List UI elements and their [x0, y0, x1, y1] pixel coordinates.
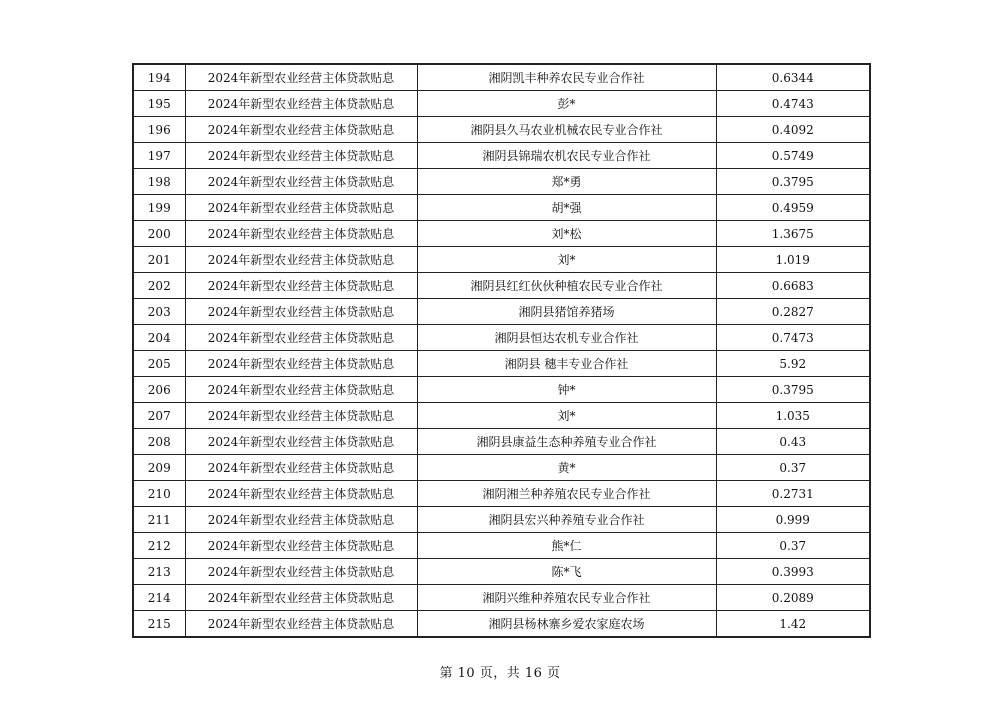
- row-number-cell: 205: [133, 351, 185, 377]
- recipient-cell: 胡*强: [417, 195, 716, 221]
- project-cell: 2024年新型农业经营主体贷款贴息: [185, 143, 417, 169]
- row-number-cell: 197: [133, 143, 185, 169]
- row-number-cell: 195: [133, 91, 185, 117]
- amount-cell: 1.3675: [716, 221, 870, 247]
- table-row: [133, 559, 870, 585]
- project-cell: 2024年新型农业经营主体贷款贴息: [185, 64, 417, 91]
- table-row: [133, 117, 870, 143]
- recipient-cell: 湘阴县恒达农机专业合作社: [417, 325, 716, 351]
- recipient-cell: 刘*松: [417, 221, 716, 247]
- project-cell: 2024年新型农业经营主体贷款贴息: [185, 169, 417, 195]
- project-cell: 2024年新型农业经营主体贷款贴息: [185, 351, 417, 377]
- recipient-cell: 湘阴县宏兴种养殖专业合作社: [417, 507, 716, 533]
- table-row: [133, 533, 870, 559]
- row-number-cell: 211: [133, 507, 185, 533]
- project-cell: 2024年新型农业经营主体贷款贴息: [185, 221, 417, 247]
- amount-cell: 1.019: [716, 247, 870, 273]
- project-cell: 2024年新型农业经营主体贷款贴息: [185, 507, 417, 533]
- recipient-cell: 刘*: [417, 403, 716, 429]
- recipient-cell: 湘阴县 穗丰专业合作社: [417, 351, 716, 377]
- table-row: [133, 377, 870, 403]
- table-row: [133, 455, 870, 481]
- amount-cell: 0.999: [716, 507, 870, 533]
- row-number-cell: 194: [133, 64, 185, 91]
- row-number-cell: 203: [133, 299, 185, 325]
- project-cell: 2024年新型农业经营主体贷款贴息: [185, 585, 417, 611]
- project-cell: 2024年新型农业经营主体贷款贴息: [185, 117, 417, 143]
- amount-cell: 0.3795: [716, 377, 870, 403]
- amount-cell: 0.37: [716, 455, 870, 481]
- project-cell: 2024年新型农业经营主体贷款贴息: [185, 273, 417, 299]
- table-row: [133, 247, 870, 273]
- recipient-cell: 黄*: [417, 455, 716, 481]
- table-row: [133, 325, 870, 351]
- recipient-cell: 熊*仁: [417, 533, 716, 559]
- row-number-cell: 209: [133, 455, 185, 481]
- amount-cell: 0.4743: [716, 91, 870, 117]
- row-number-cell: 206: [133, 377, 185, 403]
- table-row: [133, 169, 870, 195]
- recipient-cell: 钟*: [417, 377, 716, 403]
- table-row: [133, 611, 870, 638]
- amount-cell: 0.6683: [716, 273, 870, 299]
- project-cell: 2024年新型农业经营主体贷款贴息: [185, 91, 417, 117]
- row-number-cell: 202: [133, 273, 185, 299]
- recipient-cell: 彭*: [417, 91, 716, 117]
- amount-cell: 0.43: [716, 429, 870, 455]
- page-footer: 第 10 页，共 16 页: [439, 666, 561, 681]
- table-body: [133, 64, 870, 637]
- amount-cell: 0.4959: [716, 195, 870, 221]
- project-cell: 2024年新型农业经营主体贷款贴息: [185, 377, 417, 403]
- table-row: [133, 64, 870, 91]
- table-row: [133, 481, 870, 507]
- table-row: [133, 507, 870, 533]
- row-number-cell: 213: [133, 559, 185, 585]
- table-row: [133, 585, 870, 611]
- table-row: [133, 351, 870, 377]
- row-number-cell: 212: [133, 533, 185, 559]
- recipient-cell: 湘阴凯丰种养农民专业合作社: [417, 64, 716, 91]
- row-number-cell: 200: [133, 221, 185, 247]
- amount-cell: 0.2827: [716, 299, 870, 325]
- project-cell: 2024年新型农业经营主体贷款贴息: [185, 247, 417, 273]
- project-cell: 2024年新型农业经营主体贷款贴息: [185, 429, 417, 455]
- row-number-cell: 201: [133, 247, 185, 273]
- row-number-cell: 198: [133, 169, 185, 195]
- table-row: [133, 429, 870, 455]
- amount-cell: 0.4092: [716, 117, 870, 143]
- table-row: [133, 403, 870, 429]
- recipient-cell: 湘阴县猪馆养猪场: [417, 299, 716, 325]
- table-row: [133, 299, 870, 325]
- row-number-cell: 215: [133, 611, 185, 638]
- project-cell: 2024年新型农业经营主体贷款贴息: [185, 533, 417, 559]
- row-number-cell: 196: [133, 117, 185, 143]
- project-cell: 2024年新型农业经营主体贷款贴息: [185, 299, 417, 325]
- amount-cell: 0.3795: [716, 169, 870, 195]
- table-row: [133, 91, 870, 117]
- table-row: [133, 195, 870, 221]
- project-cell: 2024年新型农业经营主体贷款贴息: [185, 403, 417, 429]
- row-number-cell: 214: [133, 585, 185, 611]
- table-row: [133, 221, 870, 247]
- table-row: [133, 273, 870, 299]
- recipient-cell: 湘阴县红红伙伙种植农民专业合作社: [417, 273, 716, 299]
- recipient-cell: 湘阴兴维种养殖农民专业合作社: [417, 585, 716, 611]
- project-cell: 2024年新型农业经营主体贷款贴息: [185, 481, 417, 507]
- recipient-cell: 陈*飞: [417, 559, 716, 585]
- subsidy-table: [132, 63, 871, 638]
- row-number-cell: 199: [133, 195, 185, 221]
- amount-cell: 0.37: [716, 533, 870, 559]
- project-cell: 2024年新型农业经营主体贷款贴息: [185, 611, 417, 638]
- row-number-cell: 210: [133, 481, 185, 507]
- row-number-cell: 204: [133, 325, 185, 351]
- amount-cell: 1.42: [716, 611, 870, 638]
- recipient-cell: 湘阴县杨林寨乡爱农家庭农场: [417, 611, 716, 638]
- recipient-cell: 湘阴县锦瑞农机农民专业合作社: [417, 143, 716, 169]
- project-cell: 2024年新型农业经营主体贷款贴息: [185, 559, 417, 585]
- amount-cell: 1.035: [716, 403, 870, 429]
- recipient-cell: 郑*勇: [417, 169, 716, 195]
- project-cell: 2024年新型农业经营主体贷款贴息: [185, 195, 417, 221]
- row-number-cell: 207: [133, 403, 185, 429]
- amount-cell: 0.2089: [716, 585, 870, 611]
- amount-cell: 0.6344: [716, 64, 870, 91]
- amount-cell: 0.2731: [716, 481, 870, 507]
- recipient-cell: 湘阴湘兰种养殖农民专业合作社: [417, 481, 716, 507]
- project-cell: 2024年新型农业经营主体贷款贴息: [185, 325, 417, 351]
- recipient-cell: 刘*: [417, 247, 716, 273]
- recipient-cell: 湘阴县久马农业机械农民专业合作社: [417, 117, 716, 143]
- amount-cell: 0.3993: [716, 559, 870, 585]
- amount-cell: 0.5749: [716, 143, 870, 169]
- row-number-cell: 208: [133, 429, 185, 455]
- table-row: [133, 143, 870, 169]
- amount-cell: 5.92: [716, 351, 870, 377]
- amount-cell: 0.7473: [716, 325, 870, 351]
- project-cell: 2024年新型农业经营主体贷款贴息: [185, 455, 417, 481]
- recipient-cell: 湘阴县康益生态种养殖专业合作社: [417, 429, 716, 455]
